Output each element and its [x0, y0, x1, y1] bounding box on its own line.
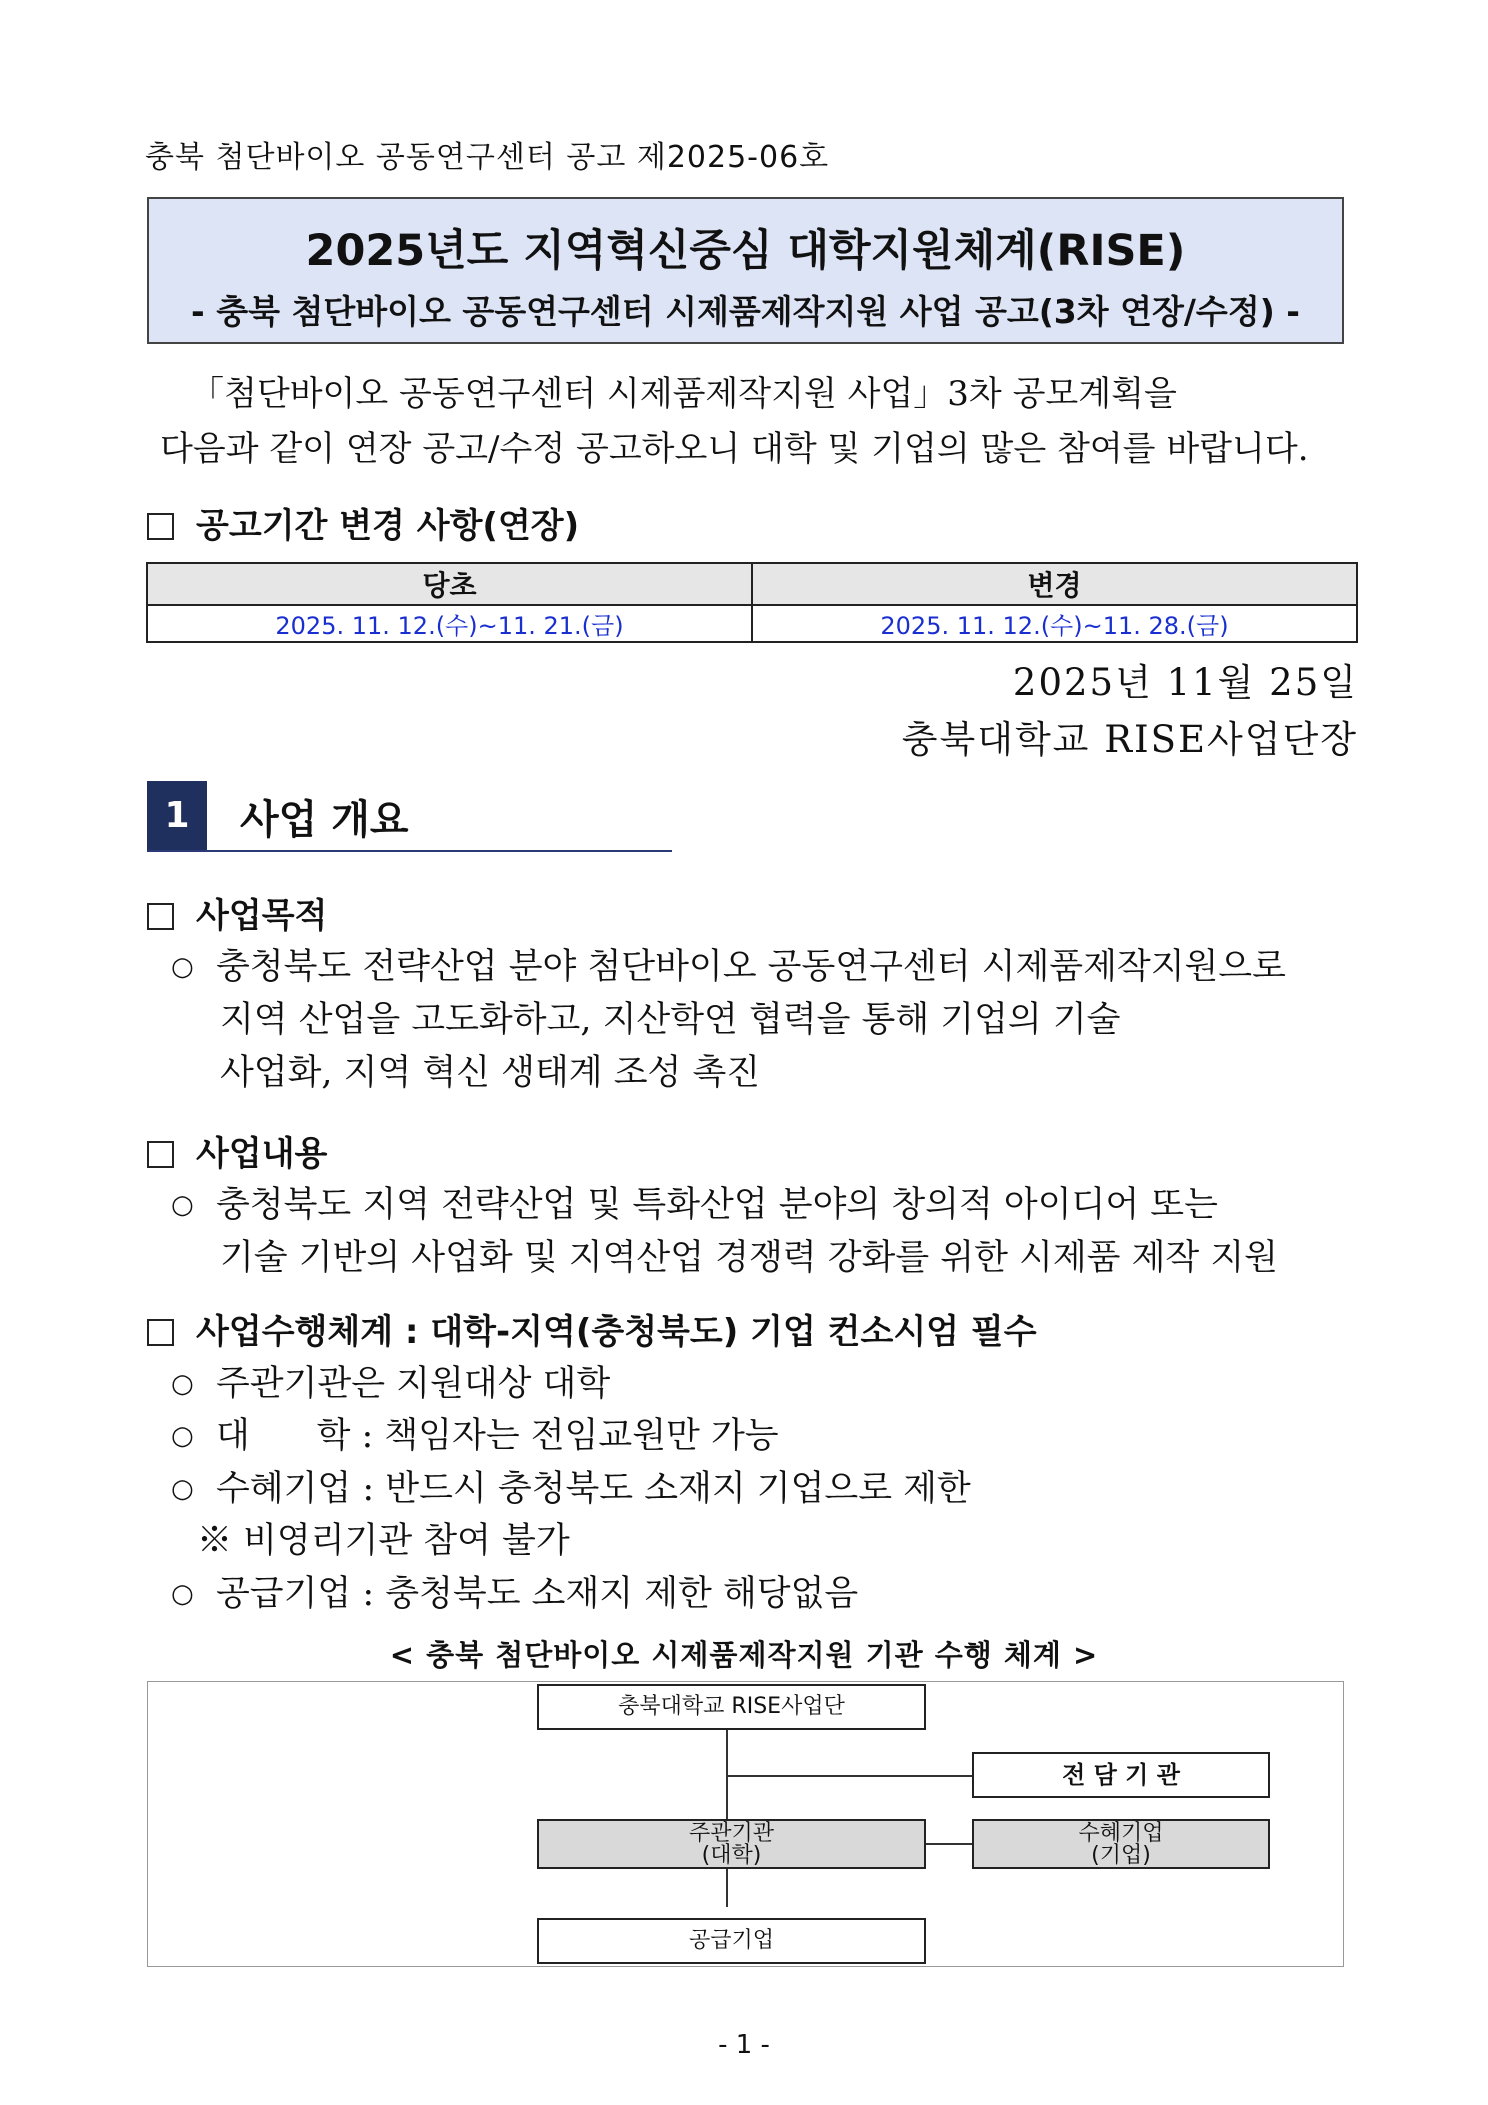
node-supplier	[537, 1918, 926, 1964]
intro-line-2: 다음과 같이 연장 공고/수정 공고하오니 대학 및 기업의 많은 참여를 바랍니다.	[160, 429, 1309, 469]
node-lead-institution	[537, 1819, 926, 1869]
content-heading	[147, 1126, 327, 1175]
purpose-text-1: 충청북도 전략산업 분야 첨단바이오 공동연구센터 시제품제작지원으로	[216, 947, 1286, 987]
content-line-1	[171, 1177, 1218, 1227]
checkbox-square-icon	[147, 1141, 174, 1168]
purpose-heading-text: 사업목적	[196, 896, 328, 936]
circle-bullet-icon: ○	[171, 1579, 194, 1609]
connector-lead-beneficiary	[925, 1843, 972, 1845]
title-box	[147, 197, 1344, 344]
page-title: 2025년도 지역혁신중심 대학지원체계(RISE)	[305, 226, 1186, 276]
system-text-2: 대 학 : 책임자는 전임교원만 가능	[216, 1416, 779, 1456]
node-beneficiary-label: 수혜기업	[1078, 1821, 1164, 1846]
section-underline	[147, 850, 672, 852]
circle-bullet-icon: ○	[171, 952, 194, 982]
table-row	[147, 605, 1357, 642]
system-item-2	[171, 1408, 779, 1458]
changed-period: 2025. 11. 12.(수)~11. 28.(금)	[752, 605, 1357, 642]
node-lead-sub: (대학)	[701, 1843, 762, 1868]
circle-bullet-icon: ○	[171, 1190, 194, 1220]
checkbox-square-icon	[147, 1319, 174, 1346]
system-item-1	[171, 1356, 610, 1406]
circle-bullet-icon: ○	[171, 1369, 194, 1399]
purpose-line-3: 사업화, 지역 혁신 생태계 조성 촉진	[220, 1053, 761, 1093]
node-beneficiary-sub: (기업)	[1091, 1843, 1151, 1868]
checkbox-square-icon	[147, 513, 174, 540]
signature-org: 충북대학교 RISE사업단장	[901, 718, 1358, 761]
page-number: - 1 -	[718, 2030, 770, 2060]
period-heading-text: 공고기간 변경 사항(연장)	[196, 506, 580, 546]
system-text-3: 수혜기업 : 반드시 충청북도 소재지 기업으로 제한	[216, 1469, 971, 1509]
node-dedicated-agency	[972, 1752, 1270, 1798]
content-heading-text: 사업내용	[196, 1134, 328, 1174]
node-rise-office	[537, 1684, 926, 1730]
system-text-4: 공급기업 : 충청북도 소재지 제한 해당없음	[216, 1574, 859, 1614]
header-original: 당초	[147, 563, 752, 605]
period-table	[146, 562, 1358, 643]
notice-number: 충북 첨단바이오 공동연구센터 공고 제2025-06호	[145, 140, 830, 175]
page-subtitle: - 충북 첨단바이오 공동연구센터 시제품제작지원 사업 공고(3차 연장/수정) -	[191, 292, 1300, 331]
period-heading	[147, 498, 579, 547]
content-text-1: 충청북도 지역 전략산업 및 특화산업 분야의 창의적 아이디어 또는	[216, 1185, 1218, 1225]
purpose-line-1	[171, 939, 1286, 989]
node-beneficiary	[972, 1819, 1270, 1869]
purpose-line-2: 지역 산업을 고도화하고, 지산학연 협력을 통해 기업의 기술	[220, 1000, 1121, 1040]
content-line-2: 기술 기반의 사업화 및 지역산업 경쟁력 강화를 위한 시제품 제작 지원	[220, 1238, 1278, 1278]
diagram-caption: < 충북 첨단바이오 시제품제작지원 기관 수행 체계 >	[389, 1638, 1099, 1672]
org-diagram	[147, 1681, 1344, 1967]
connector-vertical	[726, 1727, 728, 1907]
section-title: 사업 개요	[240, 797, 409, 843]
system-item-3	[171, 1461, 971, 1511]
system-heading-text: 사업수행체계 : 대학-지역(충청북도) 기업 컨소시엄 필수	[196, 1312, 1037, 1352]
system-heading	[147, 1304, 1037, 1353]
node-dedicated-label: 전 담 기 관	[1062, 1761, 1180, 1789]
system-note: ※ 비영리기관 참여 불가	[197, 1521, 570, 1561]
node-lead-label: 주관기관	[688, 1821, 774, 1846]
original-period: 2025. 11. 12.(수)~11. 21.(금)	[147, 605, 752, 642]
node-supplier-label: 공급기업	[688, 1928, 774, 1953]
header-changed: 변경	[752, 563, 1357, 605]
checkbox-square-icon	[147, 903, 174, 930]
system-item-4	[171, 1566, 858, 1616]
table-header-row	[147, 563, 1357, 605]
section-number: 1	[147, 781, 207, 851]
purpose-heading	[147, 888, 327, 937]
system-text-1: 주관기관은 지원대상 대학	[216, 1364, 611, 1404]
node-rise-office-label: 충북대학교 RISE사업단	[618, 1694, 845, 1719]
circle-bullet-icon: ○	[171, 1474, 194, 1504]
intro-line-1: 「첨단바이오 공동연구센터 시제품제작지원 사업」3차 공모계획을	[190, 374, 1177, 414]
signature-date: 2025년 11월 25일	[1012, 661, 1358, 704]
circle-bullet-icon: ○	[171, 1421, 194, 1451]
